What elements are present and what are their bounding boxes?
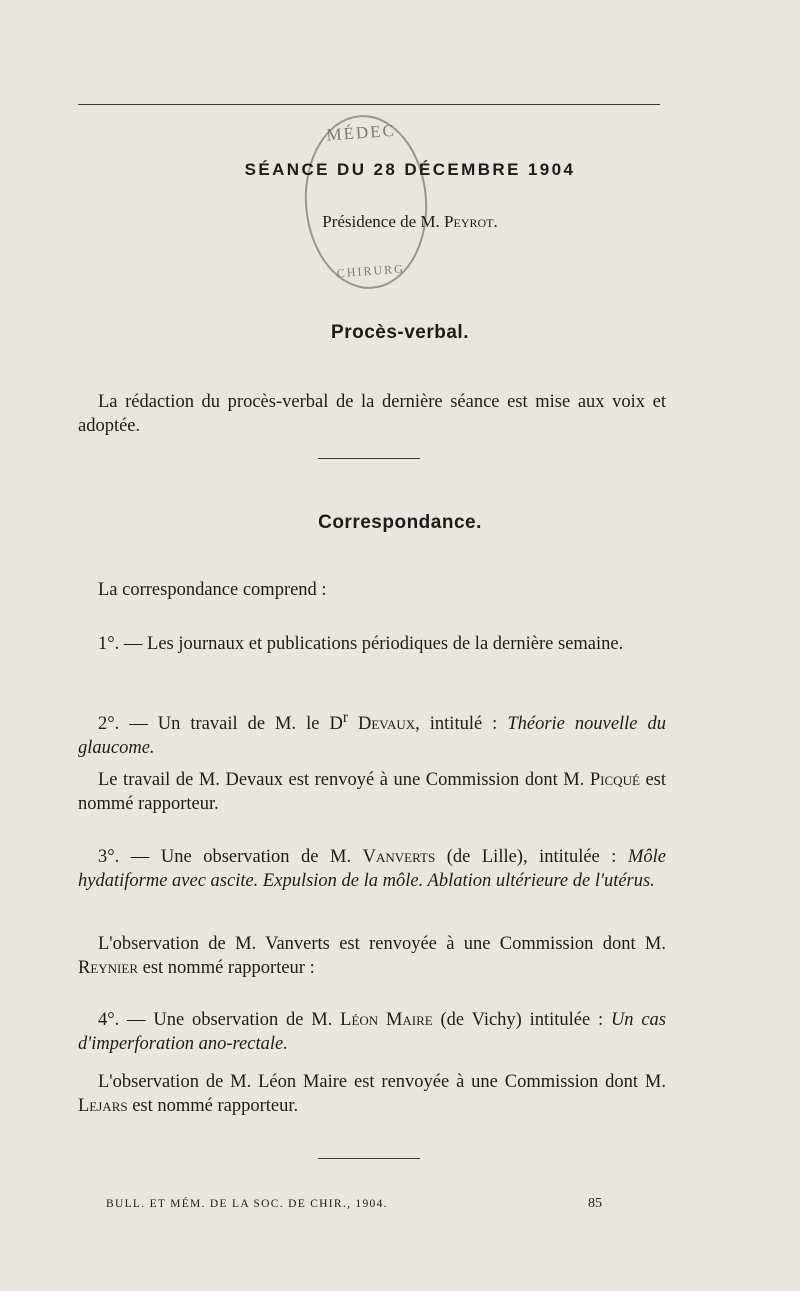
item-3 (78, 845, 666, 893)
item-2-sup: r (342, 709, 348, 726)
item-4-mid: (de Vichy) intitulée : (432, 1010, 611, 1030)
section-divider (318, 458, 420, 459)
item-2-title: Théorie nouvelle du glaucome. (78, 714, 667, 759)
item-3-author: Vanverts (362, 847, 436, 867)
item-4 (78, 1008, 666, 1056)
item-2-followup-lead: Le travail de M. Devaux est renvoyé à une Commission dont M. (98, 770, 590, 790)
proces-verbal-text: La rédaction du procès-verbal de la dernière séance est mise aux voix et adoptée. (78, 392, 666, 436)
item-2-followup-tail: est nommé rapporteur. (78, 770, 666, 814)
seance-title: SÉANCE DU 28 DÉCEMBRE 1904 (244, 160, 576, 179)
correspondance-intro: La correspondance comprend : (98, 580, 327, 600)
item-4-followup (78, 1070, 666, 1118)
item-3-lead: 3°. — Une observation de M. (98, 847, 363, 867)
item-4-author: Léon Maire (340, 1010, 433, 1030)
end-divider (318, 1158, 420, 1159)
footer-journal: BULL. ET MÉM. DE LA SOC. DE CHIR., 1904. (106, 1198, 388, 1210)
item-2-lead: 2°. — Un travail de M. le D (98, 714, 343, 735)
item-4-rapporteur: Lejars (78, 1096, 128, 1116)
item-2 (78, 706, 666, 760)
item-4-lead: 4°. — Une observation de M. (98, 1010, 341, 1030)
president-name: Peyrot. (444, 212, 498, 231)
header-rule (78, 104, 660, 105)
item-2-rapporteur: Picqué (589, 770, 640, 790)
item-1: 1°. — Les journaux et publications périodiques de la dernière semaine. (98, 634, 624, 654)
presidence-line (0, 212, 800, 232)
item-3-followup (78, 932, 666, 980)
stamp-top-text: MÉDEC (325, 120, 397, 145)
stamp-bottom-text: CHIRURG (336, 261, 406, 281)
correspondance-heading: Correspondance. (318, 512, 482, 533)
item-3-followup-tail: est nommé rapporteur : (138, 958, 315, 978)
item-2-followup (78, 768, 666, 816)
item-4-followup-tail: est nommé rapporteur. (127, 1096, 299, 1116)
library-stamp (299, 111, 433, 293)
proces-verbal-heading: Procès-verbal. (331, 322, 469, 343)
item-4-followup-lead: L'observation de M. Léon Maire est renvoyée à une Commission dont M. (98, 1072, 666, 1092)
item-3-title: Môle hydatiforme avec ascite. Expulsion de la môle. Ablation ultérieure de l'utérus. (78, 847, 666, 891)
item-3-mid: (de Lille), intitulée : (435, 847, 628, 867)
item-2-mid: , intitulé : (415, 714, 508, 735)
item-3-followup-lead: L'observation de M. Vanverts est renvoyée à une Commission dont M. (98, 934, 666, 954)
item-4-title: Un cas d'imperforation ano-rectale. (78, 1010, 666, 1054)
page-number: 85 (588, 1196, 602, 1211)
presidence-prefix: Présidence de M. (322, 212, 440, 231)
item-3-rapporteur: Reynier (78, 958, 138, 978)
item-2-author: Devaux (357, 714, 416, 735)
